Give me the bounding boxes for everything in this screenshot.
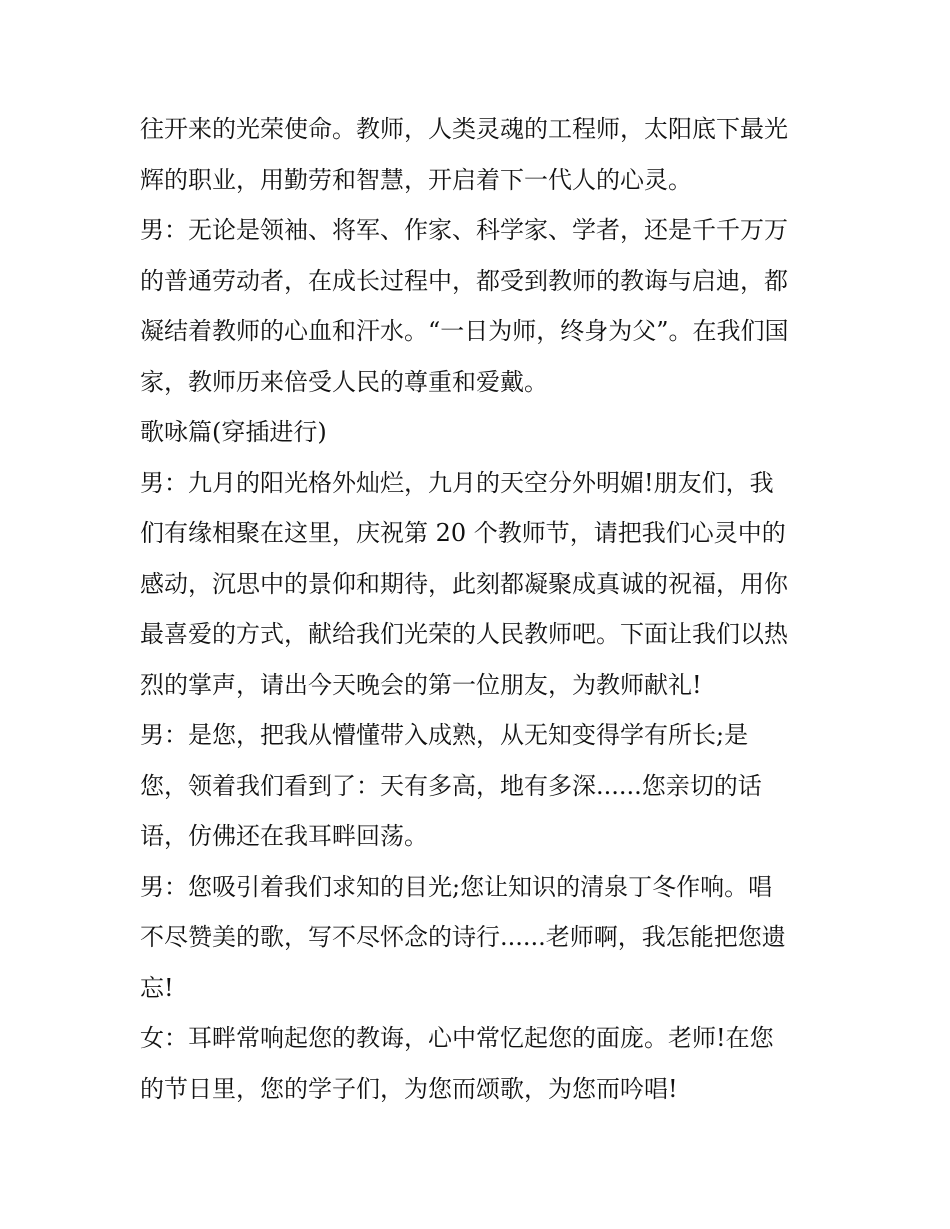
text-line: 最喜爱的方式，献给我们光荣的人民教师吧。下面让我们以热	[140, 620, 788, 648]
text-line: 男：无论是领袖、将军、作家、科学家、学者，还是千千万万	[140, 216, 788, 244]
text-line: 女：耳畔常响起您的教诲，心中常忆起您的面庞。老师!在您	[140, 1024, 774, 1052]
text-line: 往开来的光荣使命。教师，人类灵魂的工程师，太阳底下最光	[140, 115, 788, 143]
text-line: 的普通劳动者，在成长过程中，都受到教师的教诲与启迪，都	[140, 266, 788, 295]
text-line: 男：您吸引着我们求知的目光;您让知识的清泉丁冬作响。唱	[140, 872, 773, 901]
text-line: 凝结着教师的心血和汗水。“一日为师，终身为父”。在我们国	[140, 317, 789, 345]
text-line: 感动，沉思中的景仰和期待，此刻都凝聚成真诚的祝福，用你	[140, 569, 788, 598]
text-line: 男：九月的阳光格外灿烂，九月的天空分外明媚!朋友们，我	[140, 468, 774, 497]
text-line: 男：是您，把我从懵懂带入成熟，从无知变得学有所长;是	[140, 721, 749, 749]
text-line: 不尽赞美的歌，写不尽怀念的诗行......老师啊，我怎能把您遗	[140, 923, 786, 951]
text-line: 烈的掌声，请出今天晚会的第一位朋友，为教师献礼!	[140, 670, 702, 699]
text-line: 家，教师历来倍受人民的尊重和爱戴。	[140, 367, 548, 396]
text-line: 辉的职业，用勤劳和智慧，开启着下一代人的心灵。	[140, 165, 692, 194]
text-line: 们有缘相聚在这里，庆祝第 20 个教师节，请把我们心灵中的	[140, 519, 786, 547]
document-page	[140, 104, 820, 1114]
text-line: 语，仿佛还在我耳畔回荡。	[140, 822, 428, 850]
text-line: 您，领着我们看到了：天有多高，地有多深......您亲切的话	[140, 771, 762, 800]
text-line: 忘!	[140, 973, 174, 1002]
section-heading: 歌咏篇(穿插进行)	[140, 418, 327, 446]
text-line: 的节日里，您的学子们，为您而颂歌，为您而吟唱!	[140, 1074, 678, 1103]
